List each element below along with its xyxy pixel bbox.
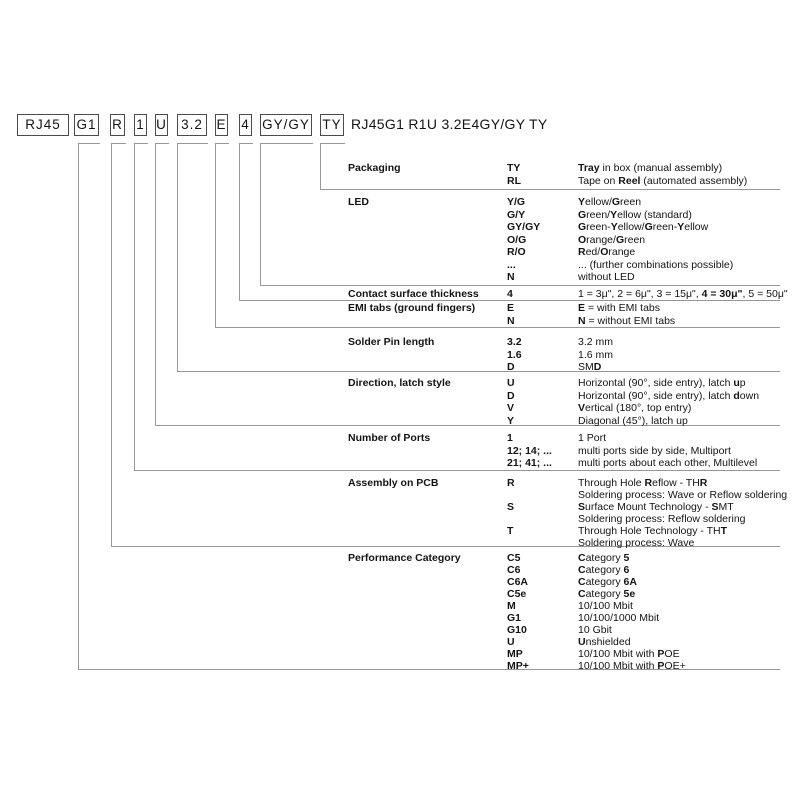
key-code: 3.2 xyxy=(507,336,522,348)
code-box-emi: E xyxy=(215,114,228,136)
key-desc: Red/Orange xyxy=(578,246,636,258)
key-code: U xyxy=(507,377,515,389)
separator-packaging xyxy=(320,189,780,190)
connector-packaging-bracket xyxy=(320,143,345,190)
key-code: D xyxy=(507,389,515,402)
key-desc: Diagonal (45°), latch up xyxy=(578,414,688,427)
key-desc: Category 6 xyxy=(578,564,630,576)
section-label: EMI tabs (ground fingers) xyxy=(348,302,476,314)
key-desc: multi ports side by side, Multiport xyxy=(578,444,731,457)
section-label: Performance Category xyxy=(348,552,461,564)
key-desc: 1.6 mm xyxy=(578,348,614,361)
key-desc: Vertical (180°, top entry) xyxy=(578,402,692,414)
connector-emi-bracket xyxy=(215,143,229,328)
section-label: Packaging xyxy=(348,162,401,174)
separator-led xyxy=(260,285,780,286)
key-code: E xyxy=(507,302,515,314)
key-desc: Horizontal (90°, side entry), latch down xyxy=(578,389,760,402)
separator-thickness xyxy=(239,300,780,301)
key-desc: Surface Mount Technology - SMT xyxy=(578,501,734,513)
connector-thickness-bracket xyxy=(239,143,253,301)
key-desc: Soldering process: Wave or Reflow soldering xyxy=(578,489,788,501)
section-label: Solder Pin length xyxy=(348,336,435,348)
key-desc: 10 Gbit xyxy=(578,624,612,636)
code-box-packaging: TY xyxy=(320,114,344,136)
key-desc: Category 6A xyxy=(578,576,637,588)
key-desc: Green/Yellow (standard) xyxy=(578,208,692,221)
code-box-ports: 1 xyxy=(134,114,147,136)
key-code: U xyxy=(507,636,515,648)
key-desc: without LED xyxy=(578,271,635,283)
key-code: T xyxy=(507,525,514,537)
key-desc: Soldering process: Reflow soldering xyxy=(578,513,746,525)
key-code: R xyxy=(507,477,515,489)
key-code: M xyxy=(507,600,516,612)
key-desc: Horizontal (90°, side entry), latch up xyxy=(578,377,746,389)
separator-pin-length xyxy=(177,371,780,372)
key-code: GY/GY xyxy=(507,221,541,233)
key-desc: Green-Yellow/Green-Yellow xyxy=(578,221,709,233)
key-desc: 10/100/1000 Mbit xyxy=(578,612,660,624)
connector-category-bracket xyxy=(78,143,100,670)
key-desc: Tape on Reel (automated assembly) xyxy=(578,175,748,187)
key-code: C5 xyxy=(507,552,521,564)
key-code: D xyxy=(507,361,515,373)
key-code: O/G xyxy=(507,233,527,246)
key-desc: 10/100 Mbit xyxy=(578,600,633,612)
section-label: LED xyxy=(348,196,369,208)
connector-pin-length-bracket xyxy=(177,143,208,372)
key-desc: 3.2 mm xyxy=(578,336,614,348)
key-code: MP xyxy=(507,648,523,660)
code-box-led: GY/GY xyxy=(260,114,312,136)
code-box-thickness: 4 xyxy=(239,114,252,136)
key-code: R/O xyxy=(507,246,526,258)
key-desc: E = with EMI tabs xyxy=(578,302,661,314)
section-label: Number of Ports xyxy=(348,432,431,444)
code-box-category: G1 xyxy=(74,114,99,136)
key-code: RL xyxy=(507,175,521,187)
key-desc: ... (further combinations possible) xyxy=(578,258,734,271)
key-code: TY xyxy=(507,162,521,174)
key-code: G10 xyxy=(507,624,527,636)
key-code: G/Y xyxy=(507,208,526,221)
key-desc: Through Hole Reflow - THR xyxy=(578,477,708,489)
key-code: N xyxy=(507,271,515,283)
key-desc: Orange/Green xyxy=(578,233,646,246)
key-desc: Category 5 xyxy=(578,552,630,564)
key-desc: 10/100 Mbit with POE xyxy=(578,648,680,660)
key-code: C6 xyxy=(507,564,521,576)
key-code: C5e xyxy=(507,588,527,600)
key-code: G1 xyxy=(507,612,522,624)
code-box-series: RJ45 xyxy=(17,114,69,136)
code-box-direction: U xyxy=(155,114,168,136)
key-code: V xyxy=(507,402,515,414)
key-desc: multi ports about each other, Multilevel xyxy=(578,457,758,469)
connector-ports-bracket xyxy=(134,143,148,471)
key-code: N xyxy=(507,315,515,327)
key-code: 12; 14; ... xyxy=(507,444,552,457)
key-desc: Tray in box (manual assembly) xyxy=(578,162,723,174)
connector-led-bracket xyxy=(260,143,313,286)
key-desc: 1 = 3μ", 2 = 6μ", 3 = 15μ", 4 = 30μ", 5 = 50μ" xyxy=(578,288,788,300)
separator-ports xyxy=(134,470,780,471)
key-code: ... xyxy=(507,258,516,271)
full-part-number: RJ45G1 R1U 3.2E4GY/GY TY xyxy=(351,116,548,132)
key-desc: N = without EMI tabs xyxy=(578,315,676,327)
key-code: 21; 41; ... xyxy=(507,457,552,469)
key-desc: Category 5e xyxy=(578,588,636,600)
code-box-pin-length: 3.2 xyxy=(177,114,207,136)
key-desc: 10/100 Mbit with POE+ xyxy=(578,660,686,672)
key-desc: Soldering process: Wave xyxy=(578,537,695,549)
key-desc: 1 Port xyxy=(578,432,607,444)
connector-direction-bracket xyxy=(155,143,169,426)
key-code: Y xyxy=(507,414,515,427)
key-code: C6A xyxy=(507,576,529,588)
key-code: S xyxy=(507,501,515,513)
key-desc: SMD xyxy=(578,361,602,373)
key-desc: Yellow/Green xyxy=(578,196,642,208)
code-box-assembly: R xyxy=(110,114,125,136)
key-code: 1.6 xyxy=(507,348,522,361)
separator-emi xyxy=(215,327,780,328)
key-desc: Unshielded xyxy=(578,636,631,648)
section-label: Assembly on PCB xyxy=(348,477,439,489)
connector-assembly-bracket xyxy=(111,143,126,547)
key-code: MP+ xyxy=(507,660,529,672)
section-label: Direction, latch style xyxy=(348,377,451,389)
key-code: 4 xyxy=(507,288,513,300)
key-desc: Through Hole Technology - THT xyxy=(578,525,728,537)
section-label: Contact surface thickness xyxy=(348,288,479,300)
key-code: 1 xyxy=(507,432,513,444)
key-code: Y/G xyxy=(507,196,526,208)
